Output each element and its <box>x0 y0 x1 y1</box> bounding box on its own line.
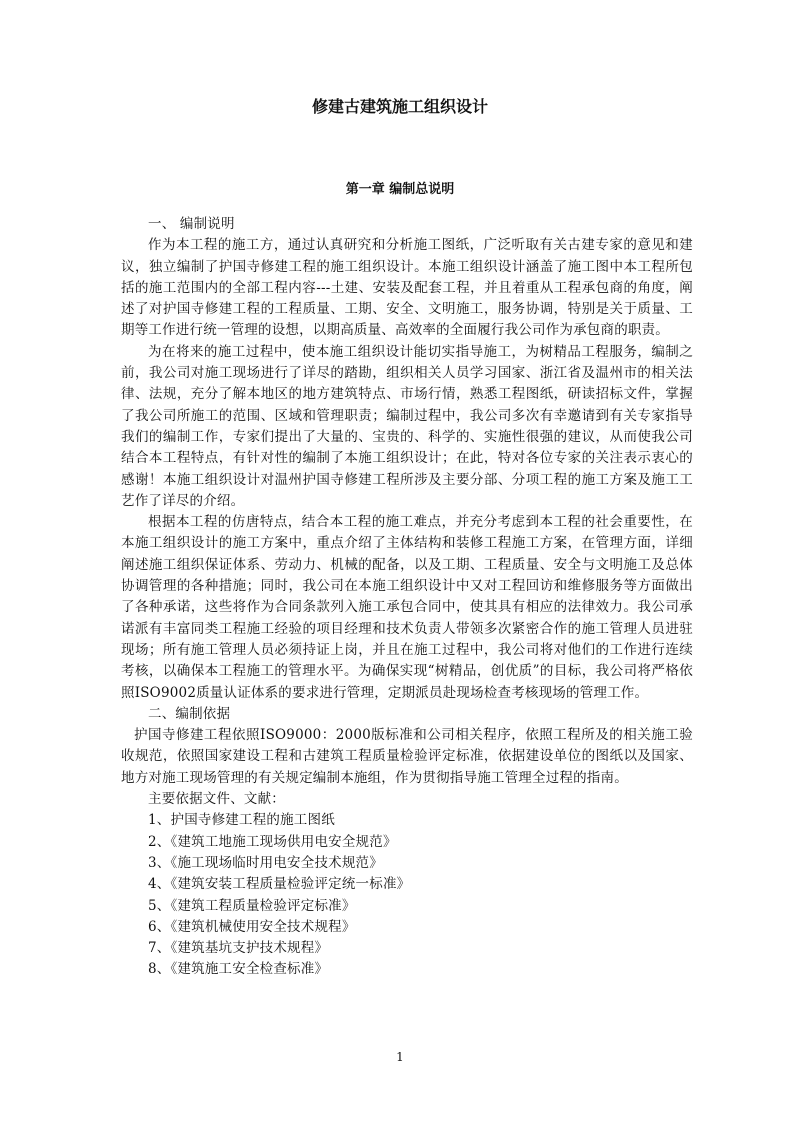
paragraph: 根据本工程的仿唐特点，结合本工程的施工难点，并充分考虑到本工程的社会重要性，在本施工组织设计的施工方案中，重点介绍了主体结构和装修工程施工方案，在管理方面，详细阐述施工组织保证体系、劳动力、机械的配备，以及工期、工程质量、安全与文明施工及总体协调管理的各种措施；同时，我公司在本施工组织设计中又对工程回访和维修服务等方面做出了各种承诺，这些将作为合同条款列入施工承包合同中，使其具有相应的法律效力。我公司承诺派有丰富同类工程施工经验的项目经理和技术负责人带领多次紧密合作的施工管理人员进驻现场；所有施工管理人员必须持证上岗，并且在施工过程中，我公司将对他们的工作进行连续考核，以确保本工程施工的管理水平。为确保实现“树精品，创优质”的目标，我公司将严格依照ISO9002质量认证体系的要求进行管理，定期派员赴现场检查考核现场的管理工作。 <box>121 514 693 701</box>
section-heading-2: 二、编制依据 <box>148 705 231 722</box>
reference-item: 8、《建筑施工安全检查标准》 <box>148 961 329 978</box>
paragraph: 作为本工程的施工方，通过认真研究和分析施工图纸，广泛听取有关古建专家的意见和建议，独立编制了护国寺修建工程的施工组织设计。本施工组织设计涵盖了施工图中本工程所包括的施工范围内的全部工程内容---土建、安装及配套工程，并且着重从工程承包商的角度，阐述了对护国寺修建工程的工程质量、工期、安全、文明施工，服务协调，特别是关于质量、工期等工作进行统一管理的设想，以期高质量、高效率的全面履行我公司作为承包商的职责。 <box>121 237 693 339</box>
section-heading-1: 一、 编制说明 <box>148 216 235 232</box>
document-title: 修建古建筑施工组织设计 <box>311 97 488 116</box>
page-number: 1 <box>396 1050 404 1064</box>
references-heading: 主要依据文件、文献： <box>148 791 285 808</box>
reference-item: 5、《建筑工程质量检验评定标准》 <box>148 897 356 914</box>
chapter-title: 第一章 编制总说明 <box>345 182 455 197</box>
reference-item: 2、《建筑工地施工现场供用电安全规范》 <box>148 833 397 850</box>
reference-item: 4、《建筑安装工程质量检验评定统一标准》 <box>148 876 411 893</box>
paragraph: 为在将来的施工过程中，使本施工组织设计能切实指导施工，为树精品工程服务，编制之前，我公司对施工现场进行了详尽的踏勘，组织相关人员学习国家、浙江省及温州市的相关法律、法规，充分了解本地区的地方建筑特点、市场行情，熟悉工程图纸，研读招标文件，掌握了我公司所施工的范围、区域和管理职责；编制过程中，我公司多次有幸邀请到有关专家指导我们的编制工作，专家们提出了大量的、宝贵的、科学的、实施性很强的建议，从而使我公司结合本工程特点，有针对性的编制了本施工组织设计；在此，特对各位专家的关注表示衷心的感谢！本施工组织设计对温州护国寺修建工程所涉及主要分部、分项工程的施工方案及施工工艺作了详尽的介绍。 <box>121 343 693 509</box>
document-body <box>121 214 693 981</box>
reference-item: 1、护国寺修建工程的施工图纸 <box>148 812 335 829</box>
reference-item: 6、《建筑机械使用安全技术规程》 <box>148 918 356 935</box>
reference-item: 3、《施工现场临时用电安全技术规范》 <box>148 854 383 871</box>
reference-item: 7、《建筑基坑支护技术规程》 <box>148 940 329 957</box>
paragraph: 护国寺修建工程依照ISO9000：2000版标准和公司相关程序，依照工程所及的相关施工验收规范，依照国家建设工程和古建筑工程质量检验评定标准，依据建设单位的图纸以及国家、地方对施工现场管理的有关规定编制本施组，作为贯彻指导施工管理全过程的指南。 <box>121 727 693 786</box>
